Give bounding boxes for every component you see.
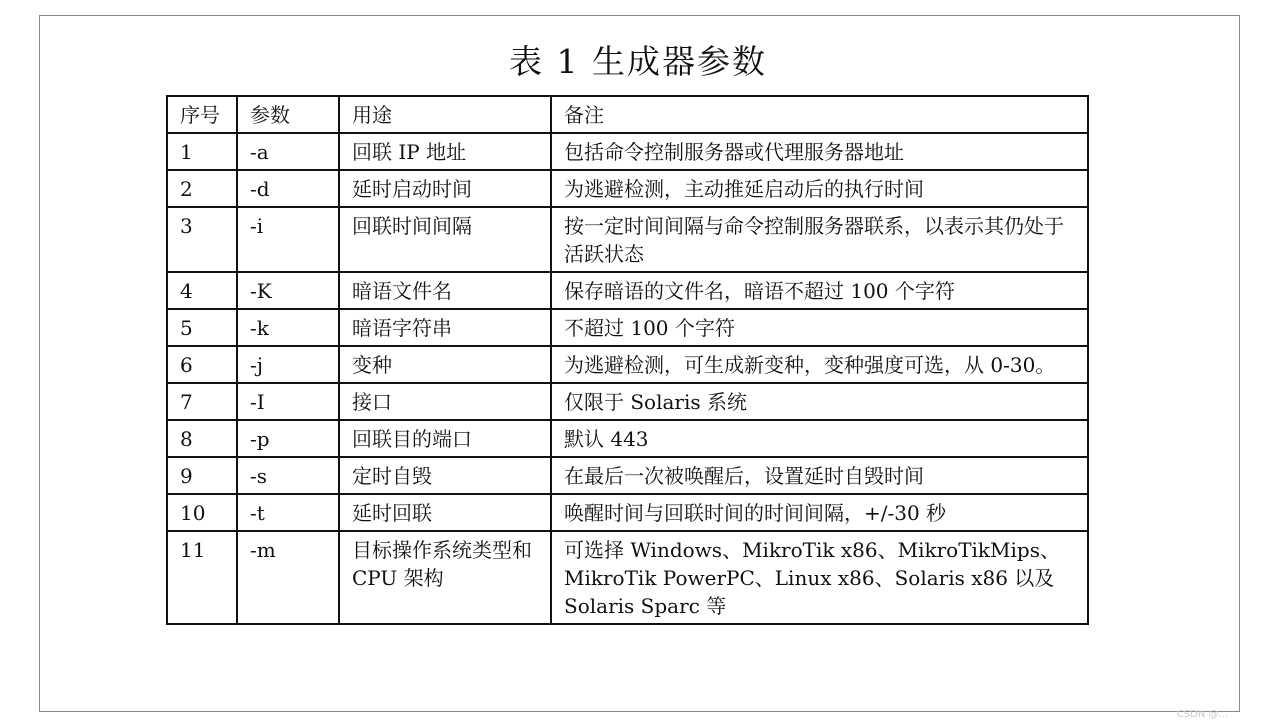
table-row [167, 170, 1088, 207]
header-purpose: 用途 [339, 96, 551, 133]
table-row [167, 309, 1088, 346]
cell-index: 1 [167, 133, 237, 170]
cell-remark: 为逃避检测，主动推延启动后的执行时间 [551, 170, 1088, 207]
cell-parameter: -s [237, 457, 339, 494]
cell-purpose: 暗语字符串 [339, 309, 551, 346]
header-remark: 备注 [551, 96, 1088, 133]
table-row [167, 133, 1088, 170]
table-row [167, 457, 1088, 494]
cell-purpose: 目标操作系统类型和 CPU 架构 [339, 531, 551, 624]
cell-parameter: -m [237, 531, 339, 624]
cell-remark: 可选择 Windows、MikroTik x86、MikroTikMips、MikroTik PowerPC、Linux x86、Solaris x86 以及 Solaris Sparc 等 [551, 531, 1088, 624]
header-parameter: 参数 [237, 96, 339, 133]
cell-purpose: 回联目的端口 [339, 420, 551, 457]
cell-remark: 为逃避检测，可生成新变种，变种强度可选，从 0-30。 [551, 346, 1088, 383]
cell-remark: 唤醒时间与回联时间的时间间隔，+/-30 秒 [551, 494, 1088, 531]
cell-purpose: 定时自毁 [339, 457, 551, 494]
cell-purpose: 暗语文件名 [339, 272, 551, 309]
cell-parameter: -p [237, 420, 339, 457]
header-index: 序号 [167, 96, 237, 133]
cell-remark: 仅限于 Solaris 系统 [551, 383, 1088, 420]
cell-purpose: 延时启动时间 [339, 170, 551, 207]
cell-purpose: 回联 IP 地址 [339, 133, 551, 170]
cell-parameter: -I [237, 383, 339, 420]
table-row [167, 207, 1088, 272]
cell-parameter: -k [237, 309, 339, 346]
parameters-table [166, 95, 1089, 625]
cell-purpose: 回联时间间隔 [339, 207, 551, 272]
table-row [167, 383, 1088, 420]
cell-purpose: 延时回联 [339, 494, 551, 531]
cell-index: 6 [167, 346, 237, 383]
cell-index: 3 [167, 207, 237, 272]
cell-purpose: 接口 [339, 383, 551, 420]
table-row [167, 272, 1088, 309]
cell-parameter: -j [237, 346, 339, 383]
cell-purpose: 变种 [339, 346, 551, 383]
cell-index: 9 [167, 457, 237, 494]
cell-index: 11 [167, 531, 237, 624]
cell-index: 2 [167, 170, 237, 207]
watermark: CSDN @... [1176, 709, 1228, 720]
cell-index: 7 [167, 383, 237, 420]
table-header-row [167, 96, 1088, 133]
cell-index: 4 [167, 272, 237, 309]
table-row [167, 494, 1088, 531]
cell-remark: 不超过 100 个字符 [551, 309, 1088, 346]
cell-parameter: -d [237, 170, 339, 207]
cell-index: 8 [167, 420, 237, 457]
cell-index: 10 [167, 494, 237, 531]
cell-remark: 在最后一次被唤醒后，设置延时自毁时间 [551, 457, 1088, 494]
cell-index: 5 [167, 309, 237, 346]
cell-remark: 保存暗语的文件名，暗语不超过 100 个字符 [551, 272, 1088, 309]
table-title: 表 1 生成器参数 [509, 42, 767, 81]
table-row [167, 346, 1088, 383]
table-row [167, 420, 1088, 457]
table-row [167, 531, 1088, 624]
cell-remark: 包括命令控制服务器或代理服务器地址 [551, 133, 1088, 170]
cell-parameter: -i [237, 207, 339, 272]
cell-remark: 按一定时间间隔与命令控制服务器联系，以表示其仍处于活跃状态 [551, 207, 1088, 272]
cell-parameter: -t [237, 494, 339, 531]
cell-parameter: -K [237, 272, 339, 309]
cell-remark: 默认 443 [551, 420, 1088, 457]
cell-parameter: -a [237, 133, 339, 170]
